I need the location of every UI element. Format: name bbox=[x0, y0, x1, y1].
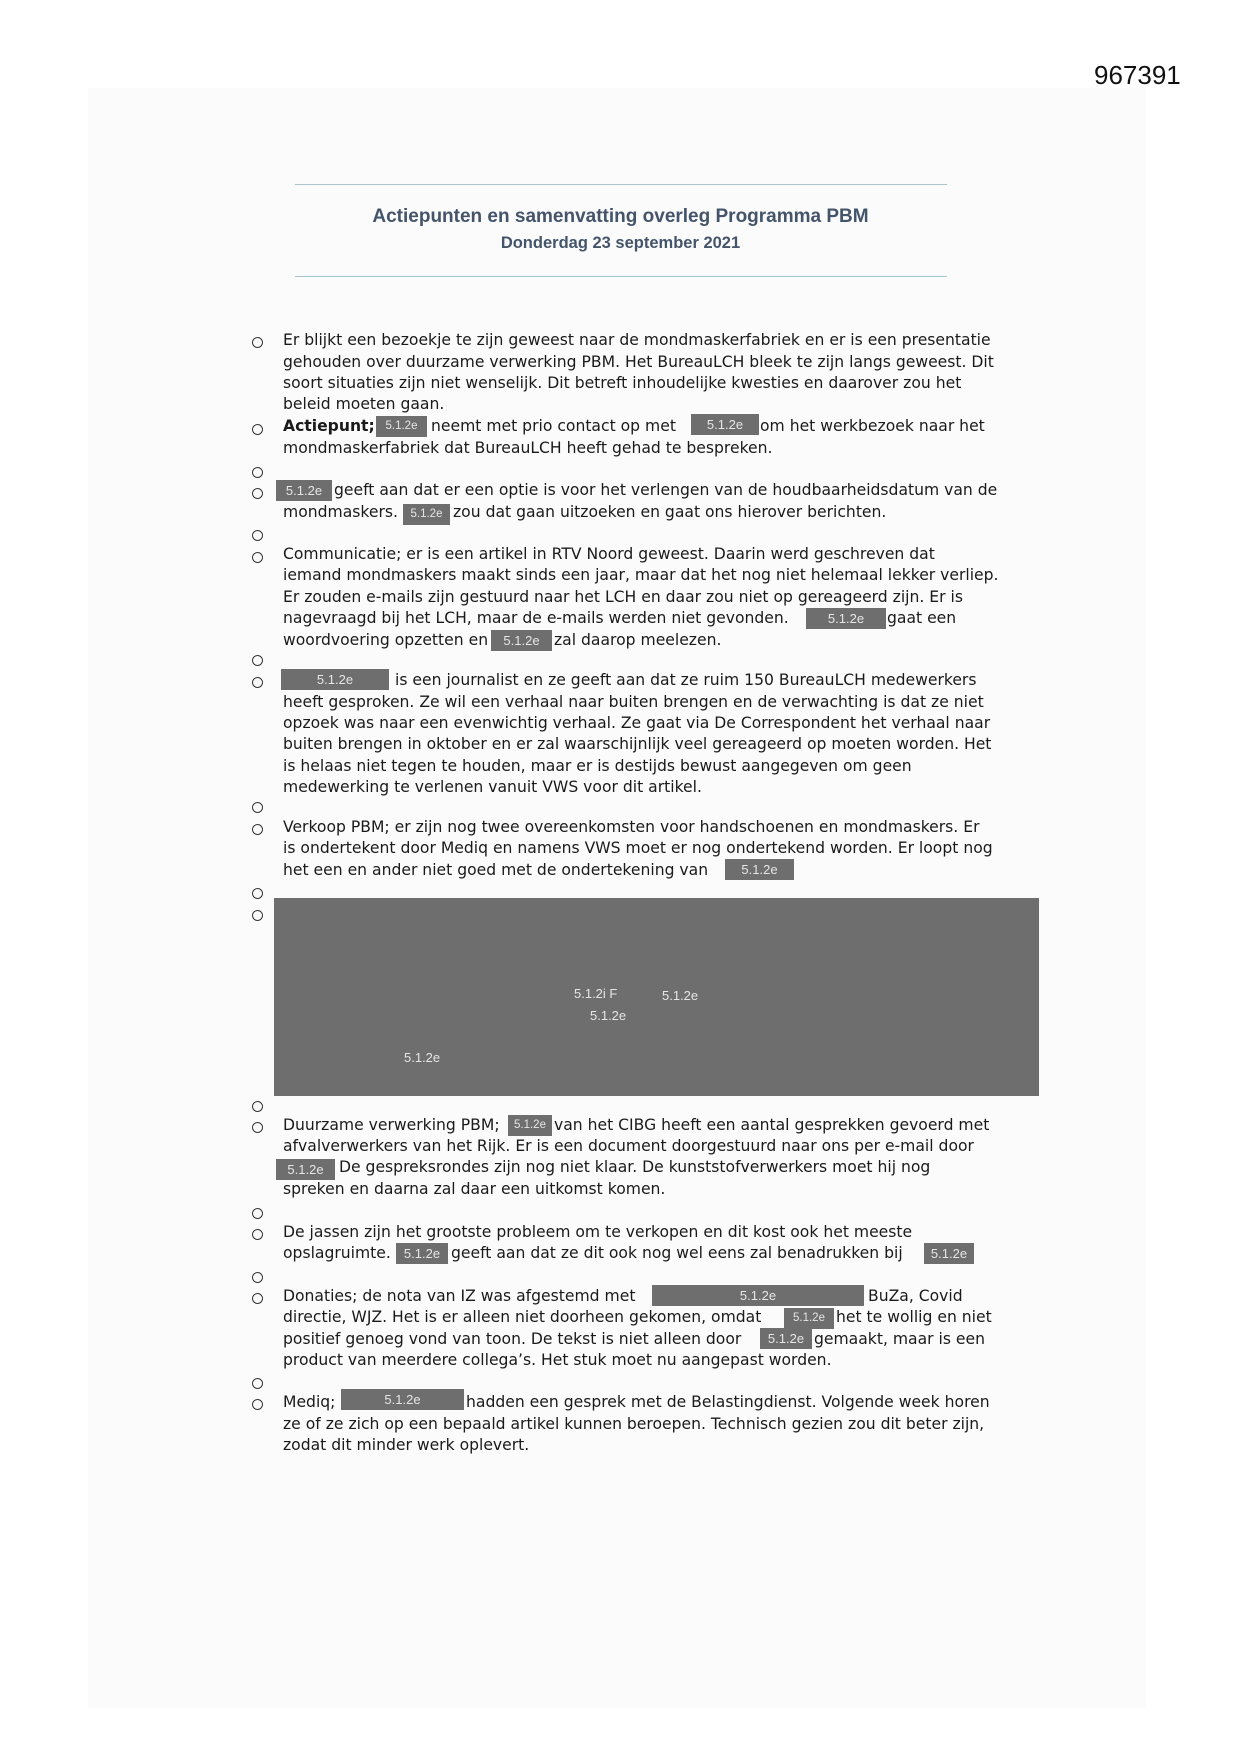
text-line: BuZa, Covid bbox=[868, 1287, 963, 1305]
text-line: mondmaskerfabriek dat BureauLCH heeft gehad te bespreken. bbox=[283, 439, 773, 457]
redaction-block: 5.1.2e bbox=[403, 504, 450, 525]
text-line: product van meerdere collega’s. Het stuk moet nu aangepast worden. bbox=[283, 1351, 832, 1369]
list-bullet bbox=[252, 1208, 263, 1219]
list-bullet bbox=[252, 337, 263, 348]
large-redaction-block bbox=[274, 898, 1039, 1096]
list-bullet bbox=[252, 424, 263, 435]
text-line: spreken en daarna zal daar een uitkomst komen. bbox=[283, 1180, 666, 1198]
text-line: nagevraagd bij het LCH, maar de e-mails werden niet gevonden. bbox=[283, 609, 789, 627]
document-number: 967391 bbox=[1094, 60, 1181, 90]
text-line: soort situaties zijn niet wenselijk. Dit betreft inhoudelijke kwesties en daarover zou het bbox=[283, 374, 962, 392]
list-bullet bbox=[252, 802, 263, 813]
text-line: Duurzame verwerking PBM; bbox=[283, 1116, 500, 1134]
header-rule-top bbox=[295, 184, 947, 185]
list-bullet bbox=[252, 1229, 263, 1240]
list-bullet bbox=[252, 530, 263, 541]
list-bullet bbox=[252, 1399, 263, 1410]
list-bullet bbox=[252, 1378, 263, 1389]
redaction-block: 5.1.2e bbox=[376, 416, 427, 437]
list-bullet bbox=[252, 677, 263, 688]
redaction-code: 5.1.2e bbox=[590, 1008, 627, 1023]
text-line: opzoek was naar een evenwichtig verhaal. Ze gaat via De Correspondent het verhaal naar bbox=[283, 714, 991, 732]
text-line: is ondertekent door Mediq en namens VWS moet er nog ondertekend worden. Er loopt nog bbox=[283, 839, 993, 857]
text-line: Er blijkt een bezoekje te zijn geweest naar de mondmaskerfabriek en er is een presentatie bbox=[283, 331, 991, 349]
text-line: positief genoeg vond van toon. De tekst is niet alleen door bbox=[283, 1330, 742, 1348]
redaction-block: 5.1.2e bbox=[276, 480, 332, 501]
text-line: hadden een gesprek met de Belastingdienst. Volgende week horen bbox=[466, 1393, 990, 1411]
text-line: gehouden over duurzame verwerking PBM. Het BureauLCH bleek te zijn langs geweest. Dit bbox=[283, 353, 994, 371]
list-bullet bbox=[252, 1101, 263, 1112]
text-line: beleid moeten gaan. bbox=[283, 395, 445, 413]
list-bullet bbox=[252, 1122, 263, 1133]
redaction-block: 5.1.2e bbox=[341, 1389, 464, 1410]
text-line: Er zouden e-mails zijn gestuurd naar het LCH en daar zou niet op gereageerd zijn. Er is bbox=[283, 588, 963, 606]
text-line: het een en ander niet goed met de ondertekening van bbox=[283, 861, 709, 879]
text-line: geeft aan dat ze dit ook nog wel eens zal benadrukken bij bbox=[451, 1244, 903, 1262]
redaction-code: 5.1.2e bbox=[662, 988, 699, 1003]
text-line: Donaties; de nota van IZ was afgestemd met bbox=[283, 1287, 636, 1305]
redaction-block: 5.1.2e bbox=[924, 1243, 974, 1264]
redaction-block: 5.1.2e bbox=[784, 1308, 834, 1329]
redaction-block: 5.1.2e bbox=[396, 1243, 448, 1264]
redaction-block: 5.1.2e bbox=[806, 608, 886, 629]
list-bullet bbox=[252, 1293, 263, 1304]
list-bullet bbox=[252, 488, 263, 499]
list-bullet bbox=[252, 910, 263, 921]
list-bullet bbox=[252, 1272, 263, 1283]
redaction-block: 5.1.2e bbox=[281, 669, 389, 690]
action-label: Actiepunt; bbox=[283, 417, 375, 435]
redaction-block: 5.1.2e bbox=[652, 1285, 864, 1306]
text-line: het te wollig en niet bbox=[836, 1308, 992, 1326]
redaction-block: 5.1.2e bbox=[725, 859, 794, 880]
document-title: Actiepunten en samenvatting overleg Programma PBM bbox=[372, 206, 869, 227]
text-line: neemt met prio contact op met bbox=[431, 417, 676, 435]
text-line: mondmaskers. bbox=[283, 503, 398, 521]
redaction-block: 5.1.2e bbox=[760, 1328, 812, 1349]
document-date: Donderdag 23 september 2021 bbox=[500, 234, 741, 252]
text-line: is helaas niet tegen te houden, maar er is destijds bewust aangegeven om geen bbox=[283, 757, 912, 775]
redaction-block: 5.1.2e bbox=[508, 1115, 552, 1136]
header-rule-bottom bbox=[295, 276, 947, 277]
text-line: Verkoop PBM; er zijn nog twee overeenkomsten voor handschoenen en mondmaskers. Er bbox=[283, 818, 980, 836]
text-line: heeft gesproken. Ze wil een verhaal naar buiten brengen en de verwachting is dat ze niet bbox=[283, 693, 984, 711]
list-bullet bbox=[252, 552, 263, 563]
redaction-block: 5.1.2e bbox=[691, 414, 759, 435]
text-line: De gespreksrondes zijn nog niet klaar. De kunststofverwerkers moet hij nog bbox=[339, 1158, 931, 1176]
text-line: gemaakt, maar is een bbox=[814, 1330, 986, 1348]
text-line: woordvoering opzetten en bbox=[283, 631, 489, 649]
text-line: zal daarop meelezen. bbox=[554, 631, 722, 649]
text-line: zodat dit minder werk oplevert. bbox=[283, 1436, 530, 1454]
list-bullet bbox=[252, 888, 263, 899]
text-line: van het CIBG heeft een aantal gesprekken gevoerd met bbox=[554, 1116, 990, 1134]
redaction-code: 5.1.2e bbox=[404, 1050, 441, 1065]
list-bullet bbox=[252, 655, 263, 666]
list-bullet bbox=[252, 824, 263, 835]
text-line: iemand mondmaskers maakt sinds een jaar, maar dat het nog niet helemaal lekker verliep. bbox=[283, 566, 999, 584]
text-line: afvalverwerkers van het Rijk. Er is een document doorgestuurd naar ons per e-mail door bbox=[283, 1137, 974, 1155]
redaction-block: 5.1.2e bbox=[491, 630, 552, 651]
text-line: zou dat gaan uitzoeken en gaat ons hierover berichten. bbox=[453, 503, 887, 521]
text-line: De jassen zijn het grootste probleem om te verkopen en dit kost ook het meeste bbox=[283, 1223, 913, 1241]
redaction-block: 5.1.2e bbox=[276, 1159, 335, 1180]
text-line: Communicatie; er is een artikel in RTV Noord geweest. Daarin werd geschreven dat bbox=[283, 545, 935, 563]
text-line: directie, WJZ. Het is er alleen niet doorheen gekomen, omdat bbox=[283, 1308, 762, 1326]
redaction-code: 5.1.2i F bbox=[574, 986, 618, 1001]
text-line: is een journalist en ze geeft aan dat ze ruim 150 BureauLCH medewerkers bbox=[395, 671, 977, 689]
text-line: opslagruimte. bbox=[283, 1244, 391, 1262]
text-line: medewerking te verlenen vanuit VWS voor dit artikel. bbox=[283, 778, 702, 796]
list-bullet bbox=[252, 467, 263, 478]
text-line: buiten brengen in oktober en er zal waarschijnlijk veel gereageerd op moeten worden. Het bbox=[283, 735, 992, 753]
text-line: geeft aan dat er een optie is voor het verlengen van de houdbaarheidsdatum van de bbox=[334, 481, 998, 499]
text-line: Mediq; bbox=[283, 1393, 336, 1411]
text-line: om het werkbezoek naar het bbox=[760, 417, 985, 435]
text-line: gaat een bbox=[887, 609, 957, 627]
text-line: ze of ze zich op een bepaald artikel kunnen beroepen. Technisch gezien zou dit beter zijn, bbox=[283, 1415, 985, 1433]
